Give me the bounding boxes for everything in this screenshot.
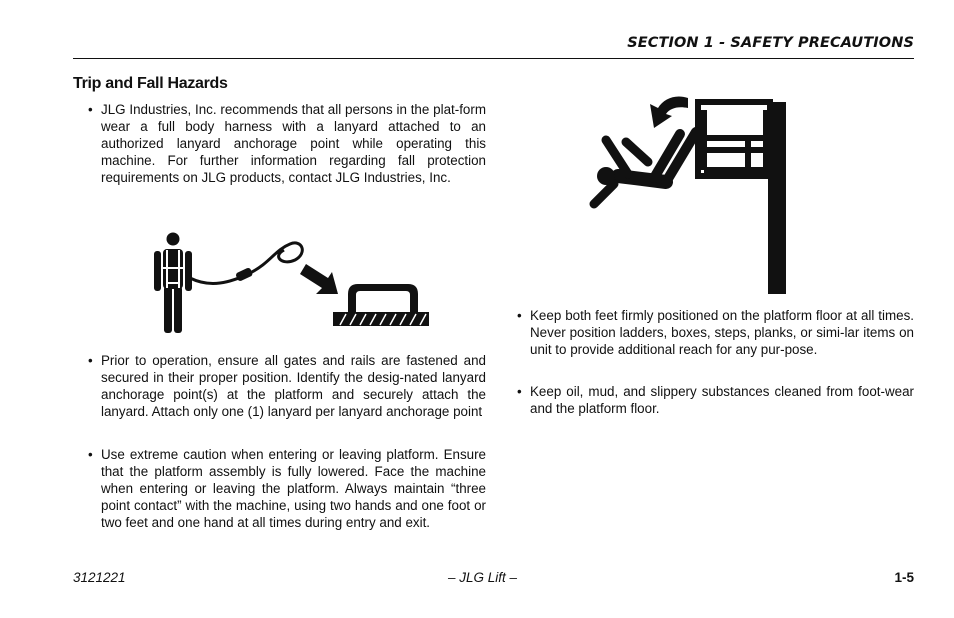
bullet-text: JLG Industries, Inc. recommends that all persons in the plat-form wear a full body harness with a lanyard attached to an authorized lanyard anchorage point while operating this machine. For further information regarding fall protection requirements on JLG products, contact JLG Industries, Inc.	[101, 102, 486, 185]
bullet-harness-recommendation	[88, 101, 486, 186]
bullet-text: Keep both feet firmly positioned on the platform floor at all times. Never position ladders, boxes, steps, planks, or simi-lar items on unit to provide additional reach for any pur-pose.	[530, 308, 914, 357]
anchorage-point	[348, 284, 418, 314]
bullet-glyph: •	[88, 447, 93, 462]
bullet-slippery-substances	[517, 383, 914, 417]
section-header-title: SECTION 1 - SAFETY PRECAUTIONS	[627, 35, 914, 51]
bullet-glyph: •	[88, 353, 93, 368]
bullet-feet-positioned	[517, 307, 914, 358]
bullet-glyph: •	[88, 102, 93, 117]
header-rule	[73, 58, 914, 59]
falling-person-head	[597, 167, 615, 185]
harness-lanyard-anchor-figure	[150, 228, 435, 338]
bullet-text: Use extreme caution when entering or leaving platform. Ensure that the platform assembly is fully lowered. Face the machine when entering or leaving the platform. Always maintain “three point contact” with the machine, using two hands and one foot or two feet and one hand at all times during entry and exit.	[101, 447, 486, 530]
bullet-text: Keep oil, mud, and slippery substances cleaned from foot-wear and the platform floor.	[530, 384, 914, 416]
footer-doc-number: 3121221	[73, 570, 126, 585]
platform-rails	[698, 102, 770, 176]
section-heading: Trip and Fall Hazards	[73, 75, 228, 92]
person-head	[167, 233, 180, 246]
person-right-arm	[185, 251, 192, 291]
bullet-gates-and-anchorage	[88, 352, 486, 420]
footer-page-number: 1-5	[894, 570, 914, 585]
bullet-entering-leaving-platform	[88, 446, 486, 531]
person-left-leg	[164, 286, 172, 333]
footer-title: – JLG Lift –	[448, 570, 518, 585]
falling-arrow-icon	[650, 96, 688, 128]
bullet-glyph: •	[517, 384, 522, 399]
person-falling-from-platform-figure	[588, 92, 790, 296]
person-right-leg	[174, 286, 182, 333]
direction-arrow-icon	[300, 264, 338, 294]
bullet-text: Prior to operation, ensure all gates and rails are fastened and secured in their proper position. Identify the desig-nated lanyard anchorage point(s) at the platform and securely attach the lanyard. Attach only one (1) lanyard per lanyard anchorage point	[101, 353, 486, 419]
bullet-glyph: •	[517, 308, 522, 323]
person-left-arm	[154, 251, 161, 291]
